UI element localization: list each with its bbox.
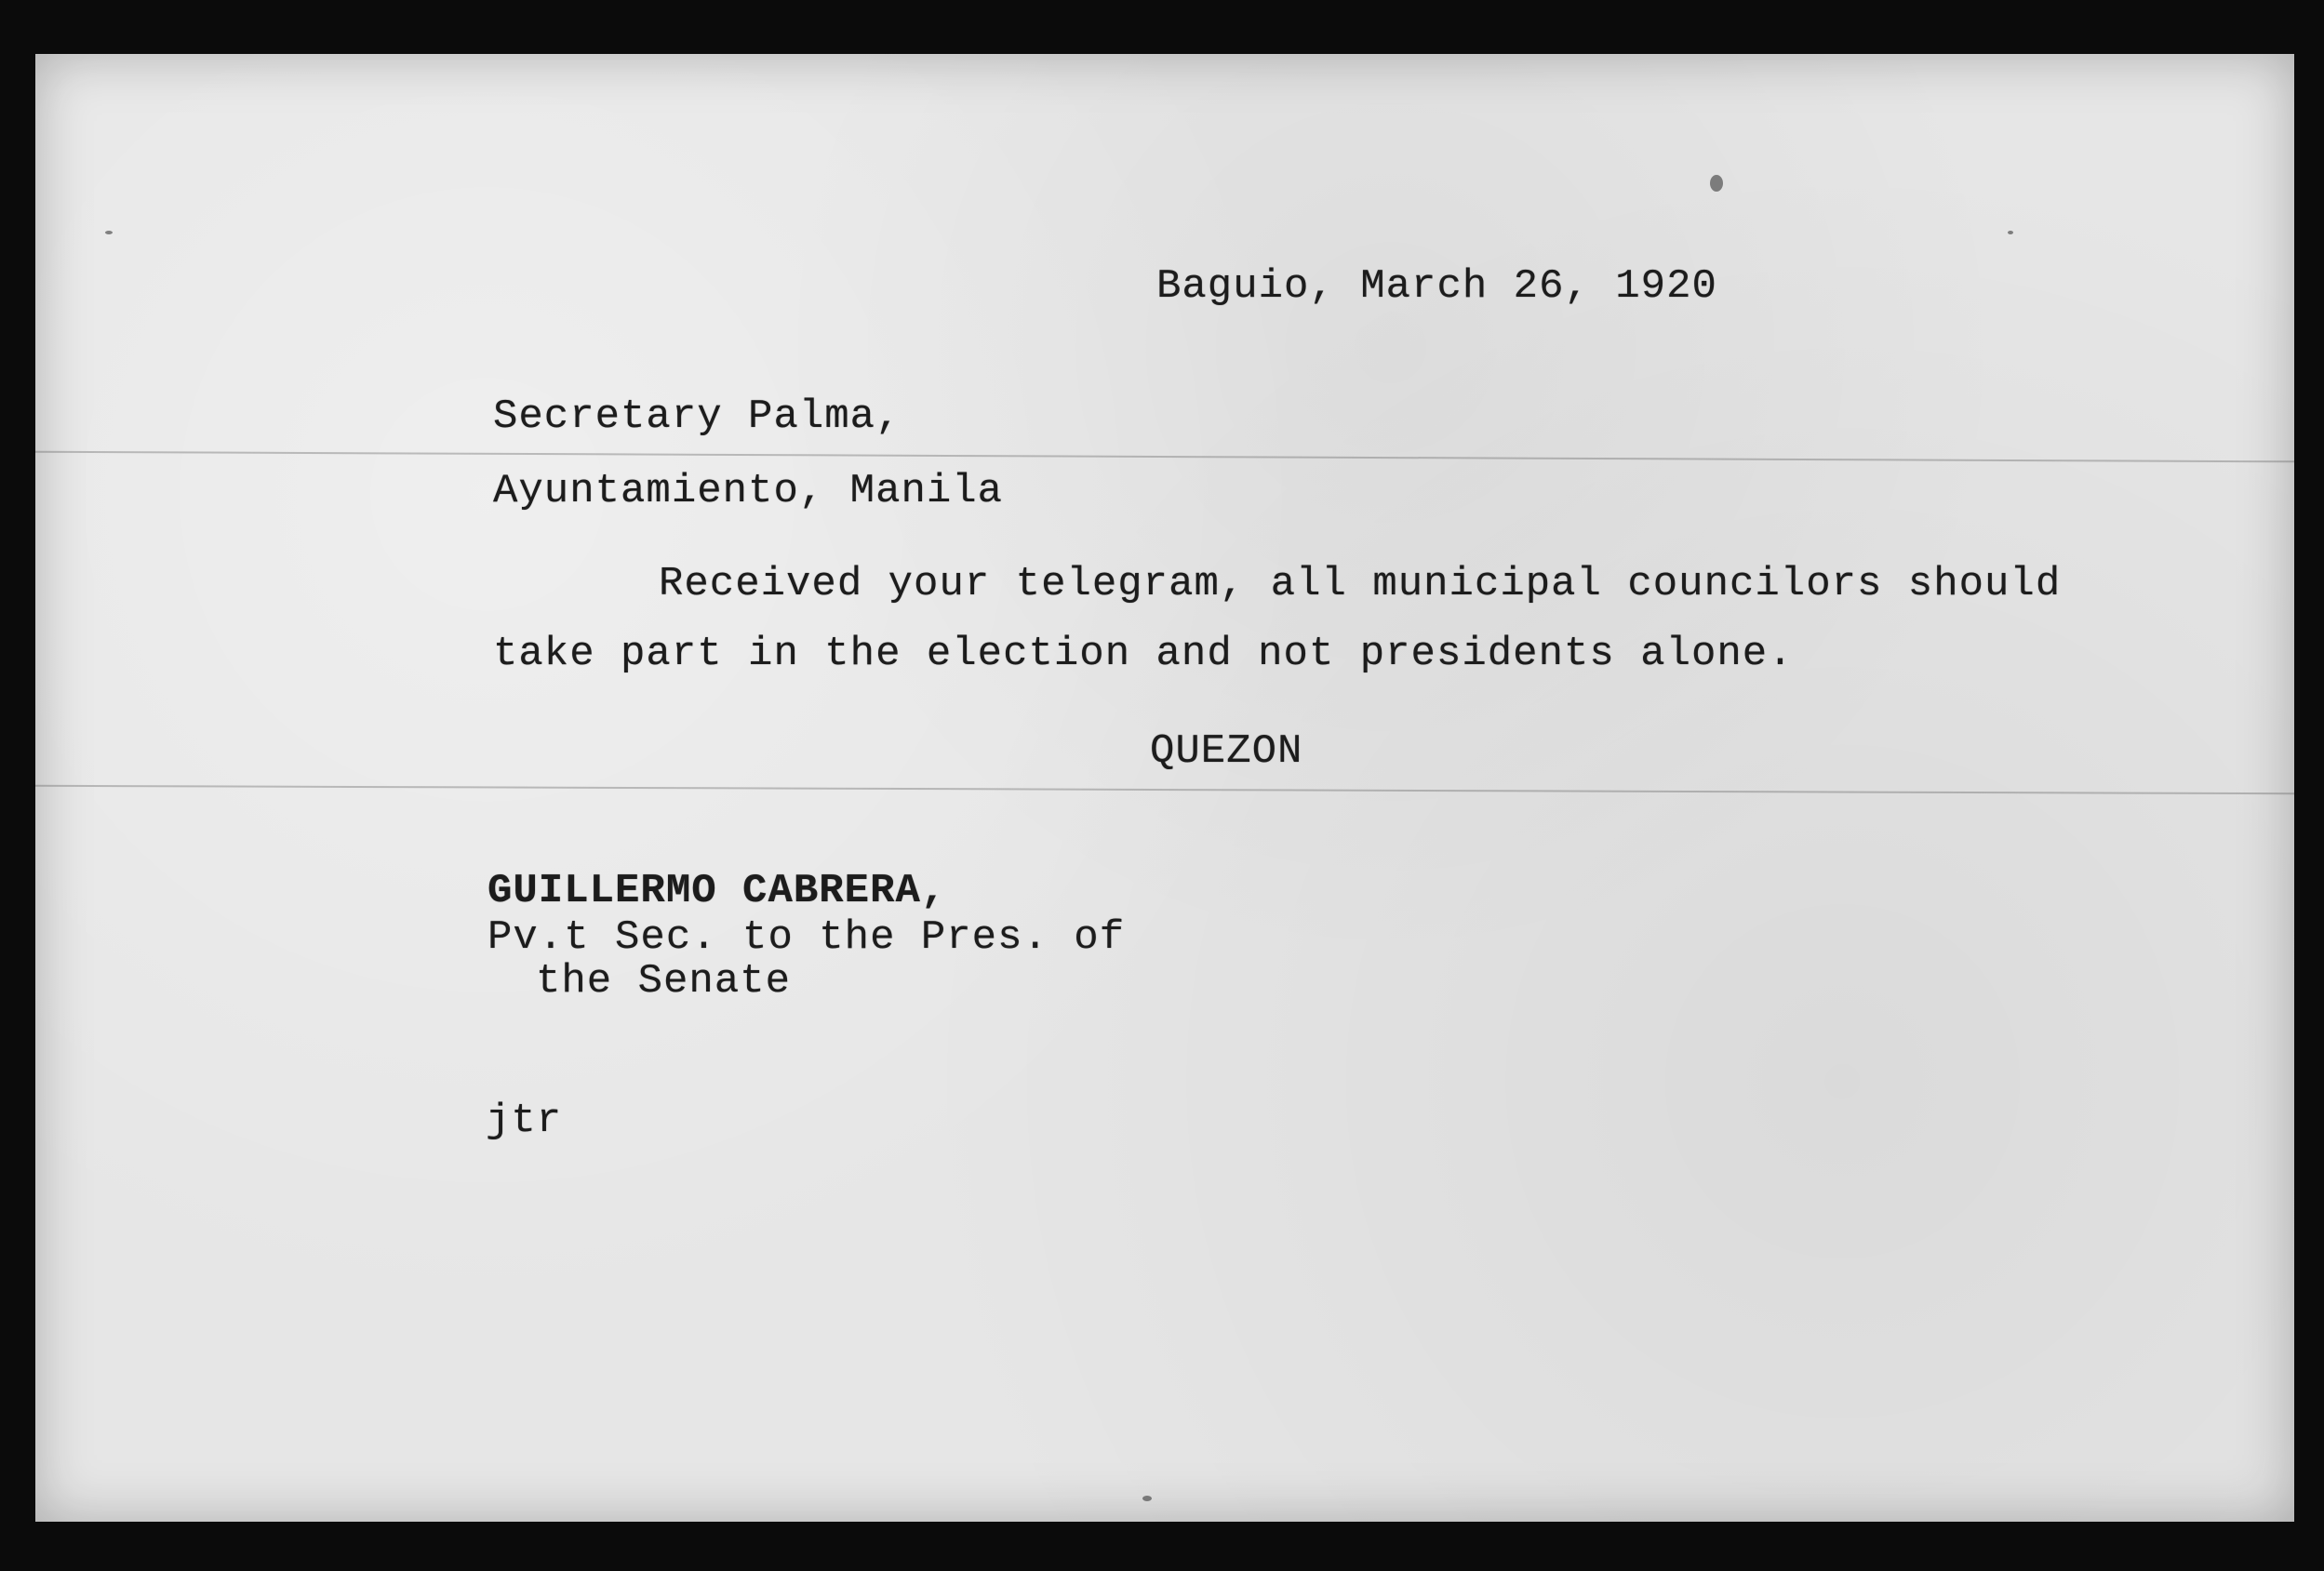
speck [2008, 231, 2013, 234]
body-line-2: take part in the election and not presidents alone. [493, 631, 1794, 677]
body-line-1: Received your telegram, all municipal councilors should [659, 561, 2062, 607]
sender-title-line-2: the Senate [536, 958, 792, 1005]
typist-initials: jtr [486, 1098, 563, 1144]
recipient-name: Secretary Palma, [493, 393, 902, 440]
document-page [35, 54, 2294, 1522]
speck [105, 231, 113, 234]
sender-name: GUILLERMO CABRERA, [488, 868, 947, 914]
speck [1142, 1496, 1152, 1501]
signature: QUEZON [1150, 728, 1303, 775]
speck [1710, 175, 1723, 192]
sender-title-line-1: Pv.t Sec. to the Pres. of [488, 914, 1126, 961]
ruled-line [35, 785, 2294, 794]
place-date: Baguio, March 26, 1920 [1156, 263, 1717, 310]
ruled-line [35, 451, 2294, 463]
recipient-address: Ayuntamiento, Manila [493, 468, 1004, 514]
